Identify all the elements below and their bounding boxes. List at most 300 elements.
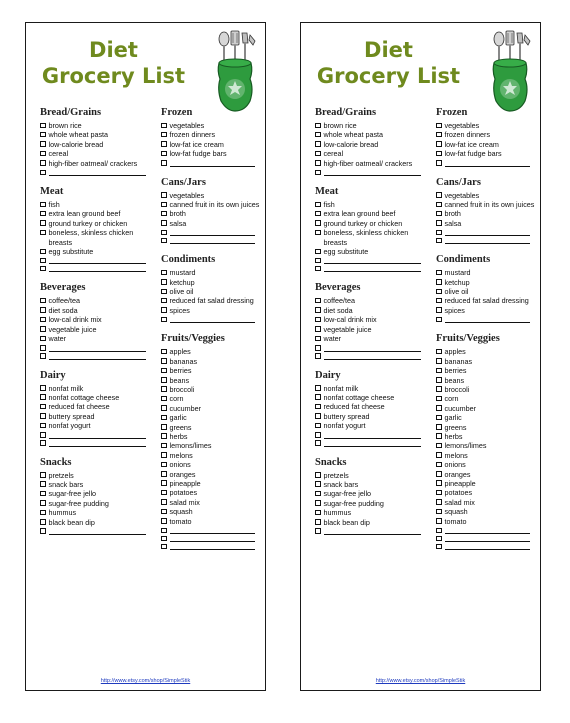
checkbox[interactable] (161, 358, 167, 364)
checkbox[interactable] (161, 462, 167, 468)
item-label: bananas (444, 356, 473, 366)
write-in-line[interactable] (170, 228, 256, 236)
checkbox[interactable] (436, 211, 442, 217)
item-label: broth (444, 209, 461, 219)
checkbox[interactable] (40, 160, 46, 166)
write-in-line[interactable] (49, 439, 147, 447)
write-in-line[interactable] (49, 344, 147, 352)
checkbox[interactable] (161, 443, 167, 449)
item-label: boneless, skinless chicken breasts (48, 228, 134, 247)
checkbox[interactable] (436, 202, 442, 208)
blank-entry-line (315, 256, 427, 264)
item-label: ketchup (444, 277, 470, 287)
checkbox[interactable] (315, 345, 321, 351)
footer-url-link[interactable]: http://www.etsy.com/shop/SimpleStik (100, 678, 191, 684)
checkbox[interactable] (40, 123, 46, 129)
checkbox[interactable] (40, 423, 46, 429)
checkbox[interactable] (436, 220, 442, 226)
list-item (161, 413, 261, 422)
checkbox[interactable] (40, 317, 46, 323)
checkbox[interactable] (40, 500, 46, 506)
checkbox[interactable] (161, 317, 167, 323)
write-in-line[interactable] (445, 159, 531, 167)
list-item (436, 423, 536, 432)
write-in-line[interactable] (445, 228, 531, 236)
list-item (436, 347, 536, 356)
checkbox[interactable] (315, 132, 321, 138)
list-item (315, 480, 427, 489)
section-heading: Fruits/Veggies (436, 333, 500, 345)
checkbox[interactable] (161, 518, 167, 524)
list-item (40, 159, 152, 168)
checkbox[interactable] (436, 471, 442, 477)
checkbox[interactable] (315, 141, 321, 147)
list-item (161, 200, 261, 209)
checkbox[interactable] (161, 289, 167, 295)
section-heading: Meat (40, 186, 64, 198)
blank-entry-line (436, 159, 536, 167)
item-label: olive oil (169, 287, 194, 297)
section-beverages (315, 282, 427, 359)
checkbox[interactable] (315, 258, 321, 264)
blank-entry-line (315, 439, 427, 447)
checkbox[interactable] (436, 141, 442, 147)
write-in-line[interactable] (49, 256, 147, 264)
checkbox[interactable] (40, 510, 46, 516)
section-dairy (40, 370, 152, 447)
checkbox[interactable] (40, 132, 46, 138)
checkbox[interactable] (161, 405, 167, 411)
write-in-line[interactable] (324, 352, 422, 360)
checkbox[interactable] (315, 413, 321, 419)
checkbox[interactable] (315, 160, 321, 166)
checkbox[interactable] (161, 349, 167, 355)
item-label: whole wheat pasta (48, 130, 109, 140)
item-label: oranges (169, 469, 196, 479)
checkbox[interactable] (436, 452, 442, 458)
write-in-line[interactable] (170, 159, 256, 167)
list-item (161, 479, 261, 488)
checkbox[interactable] (436, 289, 442, 295)
checkbox[interactable] (436, 349, 442, 355)
checkbox[interactable] (436, 433, 442, 439)
list-item (315, 489, 427, 498)
item-label: oranges (444, 469, 471, 479)
checkbox[interactable] (436, 132, 442, 138)
write-in-line[interactable] (445, 534, 531, 542)
section-condiments (161, 254, 261, 323)
checkbox[interactable] (315, 317, 321, 323)
item-label: pineapple (444, 478, 476, 488)
write-in-line[interactable] (170, 526, 256, 534)
blank-entry-line (436, 542, 536, 550)
item-label: snack bars (48, 479, 84, 489)
list-item (436, 479, 536, 488)
write-in-line[interactable] (445, 236, 531, 244)
list-item (315, 306, 427, 315)
checkbox[interactable] (40, 345, 46, 351)
list-item (436, 507, 536, 516)
item-label: spices (169, 305, 190, 315)
checkbox[interactable] (436, 443, 442, 449)
item-label: broth (169, 209, 186, 219)
checkbox[interactable] (315, 500, 321, 506)
checkbox[interactable] (161, 480, 167, 486)
checkbox[interactable] (436, 358, 442, 364)
checkbox[interactable] (161, 151, 167, 157)
write-in-line[interactable] (49, 431, 147, 439)
checkbox[interactable] (315, 326, 321, 332)
checkbox[interactable] (161, 499, 167, 505)
checkbox[interactable] (40, 220, 46, 226)
checkbox[interactable] (436, 270, 442, 276)
write-in-line[interactable] (324, 431, 422, 439)
checkbox[interactable] (436, 123, 442, 129)
list-item (161, 498, 261, 507)
checkbox[interactable] (436, 298, 442, 304)
item-label: low-fat fudge bars (169, 149, 227, 159)
item-label: reduced fat salad dressing (444, 296, 529, 306)
checkbox[interactable] (40, 413, 46, 419)
checkbox[interactable] (40, 141, 46, 147)
list-item (315, 149, 427, 158)
checkbox[interactable] (40, 528, 46, 534)
checkbox[interactable] (315, 298, 321, 304)
checkbox[interactable] (161, 433, 167, 439)
checkbox[interactable] (161, 536, 167, 542)
list-item (161, 507, 261, 516)
checkbox[interactable] (315, 266, 321, 272)
checkbox[interactable] (436, 518, 442, 524)
list-item (161, 394, 261, 403)
checkbox[interactable] (40, 258, 46, 264)
write-in-line[interactable] (445, 315, 531, 323)
item-label: low-fat ice cream (444, 139, 499, 149)
checkbox[interactable] (436, 386, 442, 392)
list-item (436, 404, 536, 413)
list-item (436, 385, 536, 394)
checkbox[interactable] (436, 279, 442, 285)
grocery-bag-icon (213, 29, 257, 115)
list-item (315, 421, 427, 430)
list-item (315, 412, 427, 421)
checkbox[interactable] (161, 490, 167, 496)
checkbox[interactable] (436, 405, 442, 411)
list-item (40, 296, 152, 305)
checkbox[interactable] (436, 480, 442, 486)
checkbox[interactable] (315, 307, 321, 313)
item-label: squash (169, 507, 193, 517)
list-item (436, 488, 536, 497)
write-in-line[interactable] (324, 168, 422, 176)
list-item (161, 423, 261, 432)
checkbox[interactable] (315, 220, 321, 226)
item-label: mustard (169, 268, 196, 278)
checkbox[interactable] (40, 230, 46, 236)
checkbox[interactable] (315, 432, 321, 438)
checkbox[interactable] (40, 170, 46, 176)
checkbox[interactable] (161, 424, 167, 430)
section-dairy (315, 370, 427, 447)
checkbox[interactable] (161, 544, 167, 550)
checkbox[interactable] (161, 415, 167, 421)
item-label: vegetable juice (48, 324, 97, 334)
checkbox[interactable] (315, 353, 321, 359)
checkbox[interactable] (315, 491, 321, 497)
item-label: broccoli (169, 384, 195, 394)
item-label: melons (444, 450, 468, 460)
checkbox[interactable] (40, 519, 46, 525)
checkbox[interactable] (436, 544, 442, 550)
list-item (161, 191, 261, 200)
list-item (40, 228, 152, 247)
list-item (315, 315, 427, 324)
checkbox[interactable] (161, 192, 167, 198)
list-item (161, 451, 261, 460)
list-item (161, 357, 261, 366)
blank-entry-line (161, 315, 261, 323)
list-item (161, 488, 261, 497)
checkbox[interactable] (161, 238, 167, 244)
checkbox[interactable] (436, 396, 442, 402)
checkbox[interactable] (436, 230, 442, 236)
checkbox[interactable] (315, 336, 321, 342)
item-label: low-cal drink mix (48, 315, 102, 325)
list-item (40, 384, 152, 393)
list-item (40, 149, 152, 158)
checkbox[interactable] (315, 510, 321, 516)
checkbox[interactable] (315, 440, 321, 446)
list-item (40, 200, 152, 209)
write-in-line[interactable] (49, 527, 147, 535)
item-label: low-fat fudge bars (444, 149, 502, 159)
checkbox[interactable] (161, 211, 167, 217)
section-heading: Bread/Grains (40, 107, 102, 118)
checkbox[interactable] (436, 536, 442, 542)
write-in-line[interactable] (324, 527, 422, 535)
item-label: berries (169, 366, 192, 376)
checkbox[interactable] (436, 151, 442, 157)
grocery-bag-icon (488, 29, 532, 115)
section-heading: Condiments (161, 254, 216, 266)
checkbox[interactable] (161, 132, 167, 138)
item-label: salsa (444, 218, 462, 228)
checkbox[interactable] (315, 404, 321, 410)
checkbox[interactable] (161, 123, 167, 129)
checkbox[interactable] (315, 170, 321, 176)
grocery-list-card-right (300, 22, 541, 691)
checkbox[interactable] (436, 528, 442, 534)
checkbox[interactable] (40, 440, 46, 446)
checkbox[interactable] (40, 432, 46, 438)
list-item (315, 508, 427, 517)
write-in-line[interactable] (49, 168, 147, 176)
list-item (436, 209, 536, 218)
list-item (315, 518, 427, 527)
checkbox[interactable] (40, 394, 46, 400)
checkbox[interactable] (40, 151, 46, 157)
item-label: broccoli (444, 384, 470, 394)
checkbox[interactable] (161, 386, 167, 392)
checkbox[interactable] (315, 423, 321, 429)
write-in-line[interactable] (170, 236, 256, 244)
item-label: diet soda (48, 305, 78, 315)
list-title (301, 37, 476, 89)
checkbox[interactable] (161, 528, 167, 534)
write-in-line[interactable] (170, 534, 256, 542)
checkbox[interactable] (161, 471, 167, 477)
list-item (40, 412, 152, 421)
checkbox[interactable] (161, 270, 167, 276)
footer-url-link[interactable]: http://www.etsy.com/shop/SimpleStik (375, 678, 466, 684)
checkbox[interactable] (40, 307, 46, 313)
checkbox[interactable] (40, 404, 46, 410)
blank-entry-line (40, 439, 152, 447)
checkbox[interactable] (436, 160, 442, 166)
list-item (436, 306, 536, 315)
item-label: apples (444, 347, 466, 357)
list-item (161, 209, 261, 218)
checkbox[interactable] (40, 336, 46, 342)
checkbox[interactable] (40, 266, 46, 272)
checkbox[interactable] (315, 519, 321, 525)
checkbox[interactable] (40, 385, 46, 391)
write-in-line[interactable] (170, 542, 256, 550)
item-label: egg substitute (48, 247, 94, 257)
list-item (315, 402, 427, 411)
list-item (315, 140, 427, 149)
list-item (315, 325, 427, 334)
item-label: high-fiber oatmeal/ crackers (323, 158, 413, 168)
checkbox[interactable] (161, 452, 167, 458)
write-in-line[interactable] (324, 264, 422, 272)
title-line-2: Grocery List (316, 64, 461, 88)
section-condiments (436, 254, 536, 323)
list-item (436, 278, 536, 287)
item-label: corn (169, 394, 184, 404)
item-label: vegetable juice (323, 324, 372, 334)
list-item (436, 191, 536, 200)
checkbox[interactable] (315, 394, 321, 400)
checkbox[interactable] (315, 249, 321, 255)
checkbox[interactable] (436, 462, 442, 468)
checkbox[interactable] (315, 230, 321, 236)
checkbox[interactable] (40, 353, 46, 359)
list-item (315, 228, 427, 247)
checkbox[interactable] (315, 211, 321, 217)
checkbox[interactable] (436, 238, 442, 244)
checkbox[interactable] (436, 317, 442, 323)
list-item (436, 268, 536, 277)
checkbox[interactable] (436, 368, 442, 374)
item-label: extra lean ground beef (323, 209, 396, 219)
item-label: ketchup (169, 277, 195, 287)
checkbox[interactable] (161, 202, 167, 208)
item-label: onions (169, 460, 191, 470)
checkbox[interactable] (315, 481, 321, 487)
write-in-line[interactable] (324, 439, 422, 447)
checkbox[interactable] (161, 377, 167, 383)
write-in-line[interactable] (49, 352, 147, 360)
checkbox[interactable] (40, 202, 46, 208)
checkbox[interactable] (40, 472, 46, 478)
checkbox[interactable] (161, 220, 167, 226)
item-label: reduced fat cheese (323, 402, 385, 412)
section-heading: Bread/Grains (315, 107, 377, 118)
checkbox[interactable] (315, 123, 321, 129)
checkbox[interactable] (161, 509, 167, 515)
list-item (315, 159, 427, 168)
checkbox[interactable] (161, 307, 167, 313)
blank-entry-line (436, 228, 536, 236)
list-item (40, 489, 152, 498)
checkbox[interactable] (436, 490, 442, 496)
write-in-line[interactable] (445, 526, 531, 534)
item-label: sugar-free pudding (48, 498, 109, 508)
checkbox[interactable] (315, 151, 321, 157)
write-in-line[interactable] (324, 344, 422, 352)
checkbox[interactable] (161, 298, 167, 304)
write-in-line[interactable] (170, 315, 256, 323)
section-heading: Cans/Jars (161, 176, 206, 188)
write-in-line[interactable] (445, 542, 531, 550)
item-label: pretzels (323, 470, 349, 480)
checkbox[interactable] (40, 298, 46, 304)
checkbox[interactable] (40, 491, 46, 497)
item-label: vegetables (169, 190, 205, 200)
checkbox[interactable] (315, 472, 321, 478)
write-in-line[interactable] (49, 264, 147, 272)
checkbox[interactable] (40, 249, 46, 255)
checkbox[interactable] (436, 377, 442, 383)
item-label: low-fat ice cream (169, 139, 224, 149)
left-column (315, 107, 427, 545)
item-label: beans (444, 375, 465, 385)
checkbox[interactable] (436, 509, 442, 515)
list-item (40, 325, 152, 334)
checkbox[interactable] (161, 160, 167, 166)
checkbox[interactable] (436, 499, 442, 505)
checkbox[interactable] (436, 307, 442, 313)
checkbox[interactable] (436, 415, 442, 421)
blank-entry-line (315, 344, 427, 352)
checkbox[interactable] (315, 385, 321, 391)
checkbox[interactable] (436, 424, 442, 430)
checkbox[interactable] (40, 211, 46, 217)
checkbox[interactable] (315, 528, 321, 534)
checkbox[interactable] (161, 396, 167, 402)
checkbox[interactable] (161, 279, 167, 285)
item-label: cereal (323, 149, 344, 159)
checkbox[interactable] (161, 368, 167, 374)
item-label: sugar-free jello (48, 489, 97, 499)
item-label: cucumber (169, 403, 202, 413)
item-label: reduced fat salad dressing (169, 296, 254, 306)
item-label: potatoes (444, 488, 473, 498)
checkbox[interactable] (161, 141, 167, 147)
checkbox[interactable] (315, 202, 321, 208)
item-label: lemons/limes (444, 441, 487, 451)
item-label: canned fruit in its own juices (444, 200, 535, 210)
checkbox[interactable] (436, 192, 442, 198)
item-label: olive oil (444, 287, 469, 297)
checkbox[interactable] (40, 481, 46, 487)
write-in-line[interactable] (324, 256, 422, 264)
list-item (40, 518, 152, 527)
list-item (161, 306, 261, 315)
checkbox[interactable] (161, 230, 167, 236)
checkbox[interactable] (40, 326, 46, 332)
